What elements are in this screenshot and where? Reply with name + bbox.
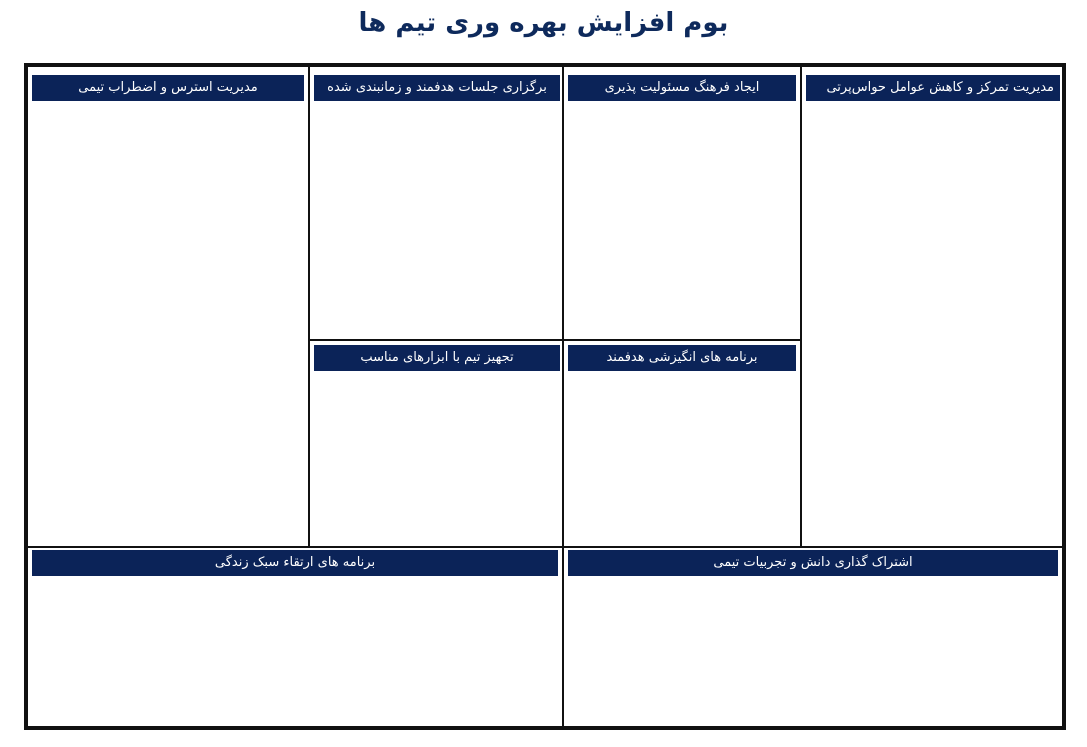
section-motivation (562, 339, 802, 548)
section-focus (800, 65, 1064, 548)
section-stress (26, 65, 310, 548)
section-lifestyle (26, 546, 564, 728)
section-motivation-header: برنامه های انگیزشی هدفمند (568, 345, 796, 371)
canvas-board (24, 63, 1066, 730)
section-meetings-header: برگزاری جلسات هدفمند و زمانبندی شده (314, 75, 560, 101)
section-meetings (308, 65, 564, 341)
section-lifestyle-header: برنامه های ارتقاء سبک زندگی (32, 550, 558, 576)
section-focus-header: مدیریت تمرکز و کاهش عوامل حواس‌پرتی (806, 75, 1060, 101)
section-knowledge-header: اشتراک گذاری دانش و تجربیات تیمی (568, 550, 1058, 576)
section-responsibility-header: ایجاد فرهنگ مسئولیت پذیری (568, 75, 796, 101)
section-responsibility (562, 65, 802, 341)
section-tools (308, 339, 564, 548)
section-knowledge (562, 546, 1064, 728)
page-title: بوم افزایش بهره وری تیم ها (358, 8, 729, 38)
section-stress-header: مدیریت استرس و اضطراب تیمی (32, 75, 304, 101)
section-tools-header: تجهیز تیم با ابزارهای مناسب (314, 345, 560, 371)
